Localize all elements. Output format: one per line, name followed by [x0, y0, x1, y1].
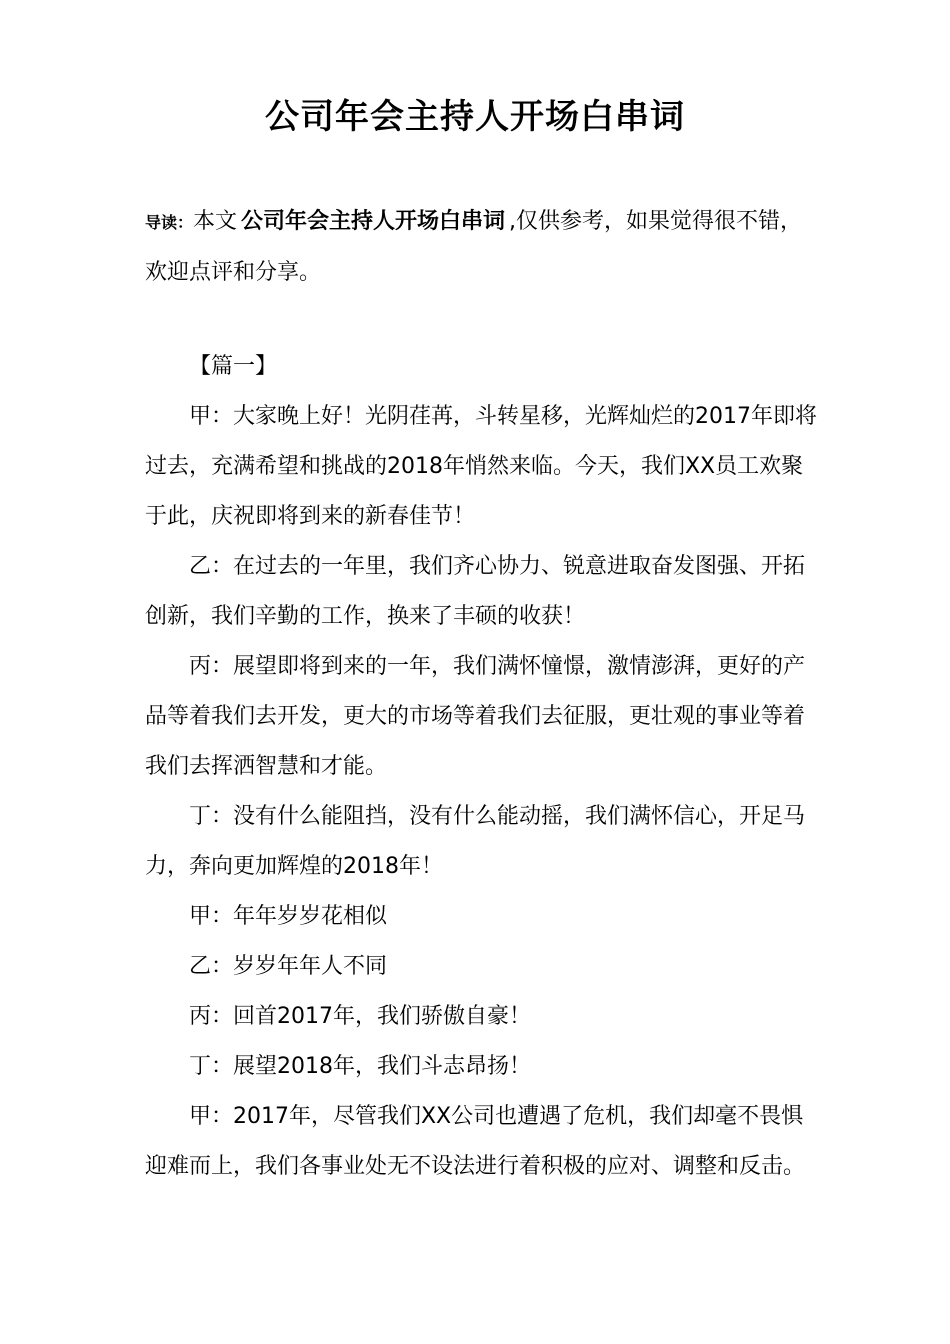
intro-label: 导读： — [145, 213, 194, 232]
dialogue-paragraph: 丙：展望即将到来的一年，我们满怀憧憬，激情澎湃，更好的产品等着我们去开发，更大的市场等着我们去征服，更壮观的事业等着我们去挥洒智慧和才能。 — [145, 654, 806, 779]
document-title: 公司年会主持人开场白串词 — [265, 97, 685, 137]
intro-prefix: 本文 — [193, 209, 238, 234]
dialogue-paragraph: 甲：年年岁岁花相似 — [189, 904, 388, 929]
document-body — [145, 342, 823, 1192]
dialogue-paragraph: 丁：展望2018年，我们斗志昂扬！ — [189, 1054, 531, 1079]
intro-suffix: ,仅供参考，如果觉得很不错，欢迎点评和分享。 — [145, 209, 803, 285]
intro-paragraph — [145, 197, 820, 298]
dialogue-paragraph: 甲：2017年，尽管我们XX公司也遭遇了危机，我们却毫不畏惧迎难而上，我们各事业处无不设法进行着积极的应对、调整和反击。 — [145, 1104, 806, 1179]
dialogue-paragraph: 丁：没有什么能阻挡，没有什么能动摇，我们满怀信心，开足马力，奔向更加辉煌的2018年！ — [145, 804, 806, 879]
intro-bold-title: 公司年会主持人开场白串词 — [241, 209, 506, 234]
dialogue-paragraph: 乙：岁岁年年人不同 — [189, 954, 388, 979]
dialogue-paragraph: 乙：在过去的一年里，我们齐心协力、锐意进取奋发图强、开拓创新，我们辛勤的工作，换来了丰硕的收获！ — [145, 554, 806, 629]
dialogue-paragraph: 丙：回首2017年，我们骄傲自豪！ — [189, 1004, 531, 1029]
section-heading: 【篇一】 — [189, 354, 278, 379]
dialogue-paragraph: 甲：大家晚上好！光阴荏苒，斗转星移，光辉灿烂的2017年即将过去，充满希望和挑战的2018年悄然来临。今天，我们XX员工欢聚于此，庆祝即将到来的新春佳节！ — [145, 404, 817, 529]
